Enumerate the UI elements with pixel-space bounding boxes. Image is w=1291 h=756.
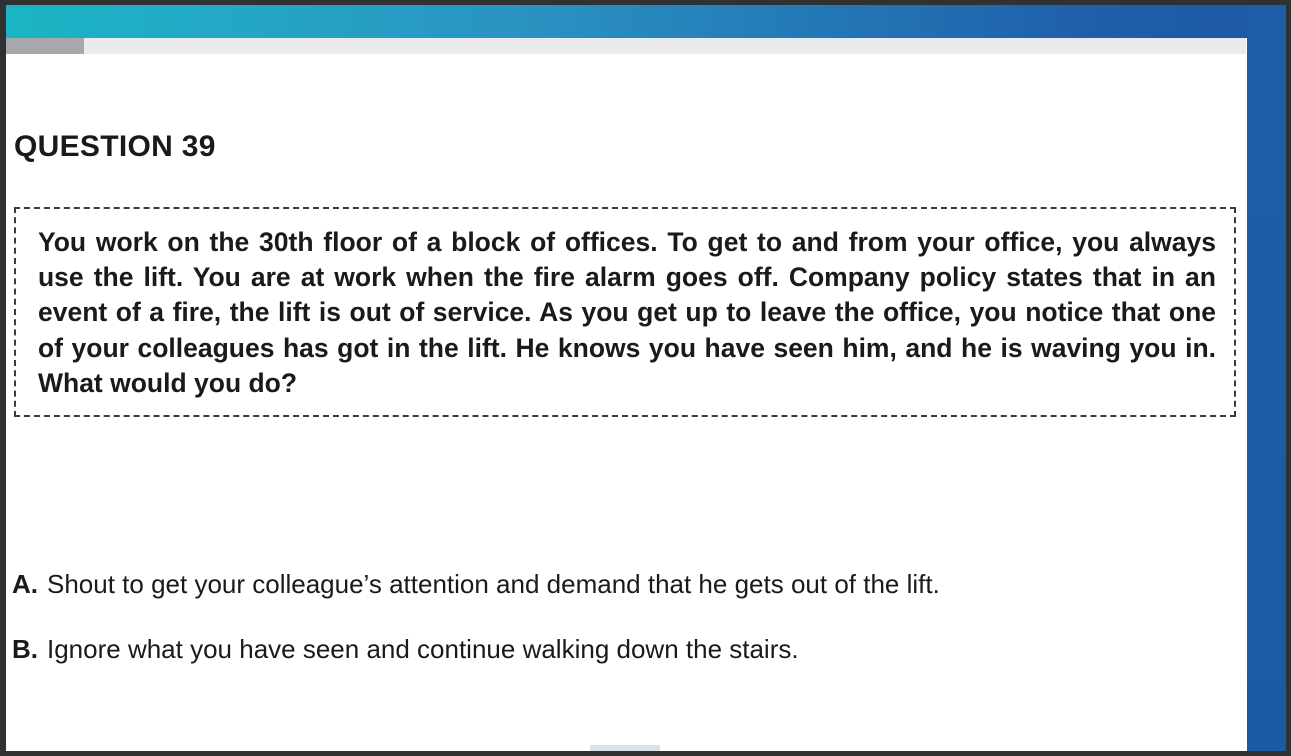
question-stem-box xyxy=(14,207,1236,417)
progress-bar-fill xyxy=(6,38,84,54)
slide-content xyxy=(6,54,1246,751)
page-title: QUESTION 39 xyxy=(14,130,216,163)
header-gradient-banner xyxy=(6,5,1286,38)
right-accent-bar xyxy=(1247,5,1286,751)
progress-bar-track xyxy=(6,38,1246,54)
answer-option-a-text: Shout to get your colleague’s attention and demand that he gets out of the lift. xyxy=(47,569,940,599)
answer-option-b[interactable] xyxy=(12,631,1227,668)
partially-visible-bottom-element xyxy=(590,745,660,751)
answer-option-a-letter: A. xyxy=(12,569,38,599)
answer-option-b-letter: B. xyxy=(12,633,38,664)
frame-bottom-edge xyxy=(0,751,1291,756)
answer-option-a[interactable] xyxy=(12,566,1227,603)
question-stem-text: You work on the 30th floor of a block of offices. To get to and from your office, you always use the lift. You are at work when the fire alarm goes off. Company policy states that in an event of a fire, the lift is out of service. As you get up to leave the office, you notice that one of your colleagues has got in the lift. He knows you have seen him, and he is waving you in. What would you do? xyxy=(38,227,1216,398)
answer-options-list xyxy=(12,566,1227,696)
answer-option-b-text: Ignore what you have seen and continue walking down the stairs. xyxy=(47,633,799,664)
frame-right-edge xyxy=(1286,0,1291,756)
